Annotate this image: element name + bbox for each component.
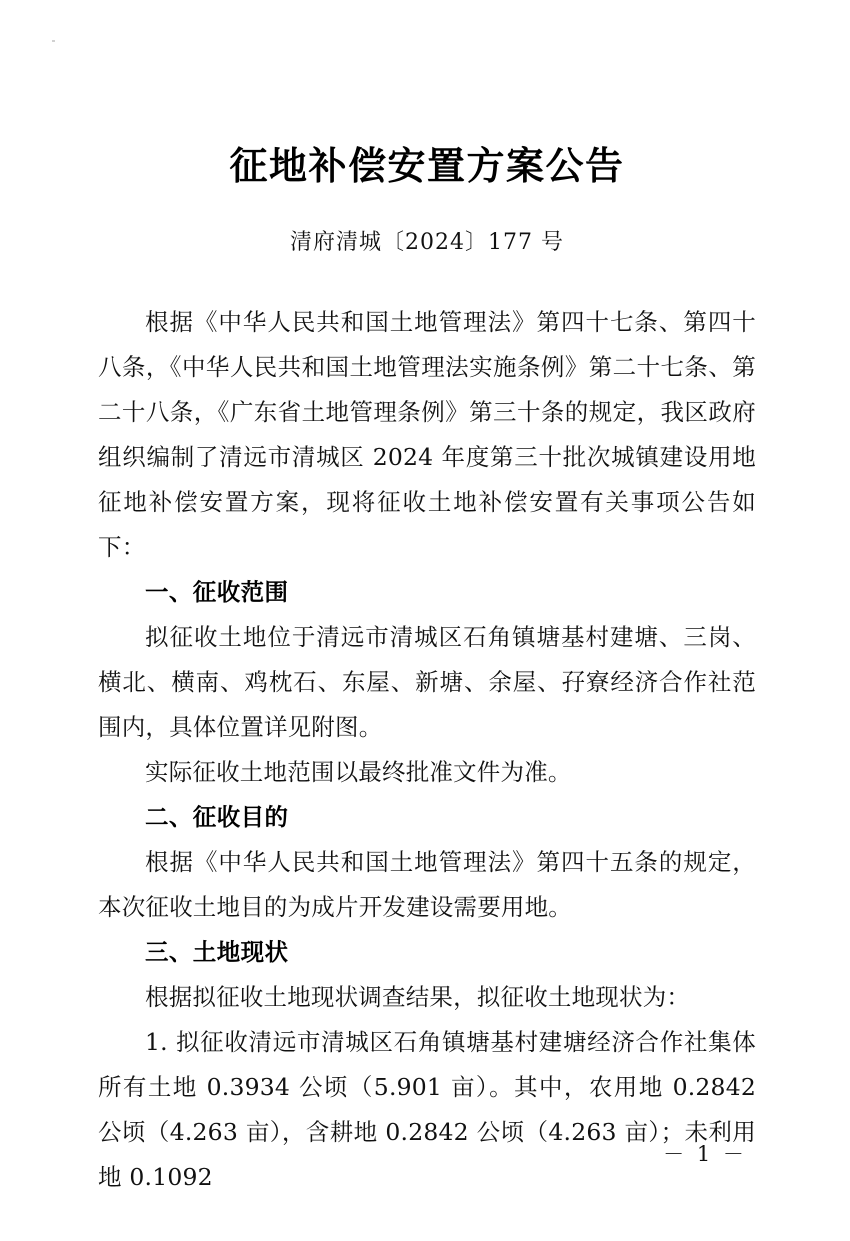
section-heading-purpose: 二、征收目的	[145, 802, 289, 831]
document-content	[98, 0, 756, 1200]
land-status-item-1-paragraph: 1. 拟征收清远市清城区石角镇塘基村建塘经济合作社集体所有土地 0.3934 公顷（5.901 亩）。其中，农用地 0.2842 公顷（4.263 亩），含耕地 0.2842 公顷（4.263 亩）；未利用地 0.1092	[98, 1027, 756, 1191]
section-heading-land-status: 三、土地现状	[145, 937, 289, 966]
page-title: 征地补偿安置方案公告	[229, 143, 625, 188]
page-number: － 1 －	[663, 1142, 747, 1166]
section-heading-scope: 一、征收范围	[145, 577, 289, 606]
document-number: 清府清城〔2024〕177 号	[290, 230, 564, 256]
scan-artifact-speck	[52, 40, 55, 42]
page-footer	[0, 1138, 850, 1168]
scope-paragraph: 拟征收土地位于清远市清城区石角镇塘基村建塘、三岗、横北、横南、鸡枕石、东屋、新塘、余屋、孖寮经济合作社范围内，具体位置详见附图。	[98, 622, 756, 741]
scope-note-paragraph: 实际征收土地范围以最终批准文件为准。	[145, 757, 572, 786]
purpose-paragraph: 根据《中华人民共和国土地管理法》第四十五条的规定，本次征收土地目的为成片开发建设需要用地。	[98, 847, 756, 921]
land-status-intro-paragraph: 根据拟征收土地现状调查结果，拟征收土地现状为：	[145, 982, 691, 1011]
document-body	[98, 258, 756, 1200]
preamble-paragraph: 根据《中华人民共和国土地管理法》第四十七条、第四十八条，《中华人民共和国土地管理法实施条例》第二十七条、第二十八条，《广东省土地管理条例》第三十条的规定，我区政府组织编制了清远市清城区 2024 年度第三十批次城镇建设用地征地补偿安置方案，现将征收土地补偿安置有关事项公告如下：	[98, 307, 756, 561]
